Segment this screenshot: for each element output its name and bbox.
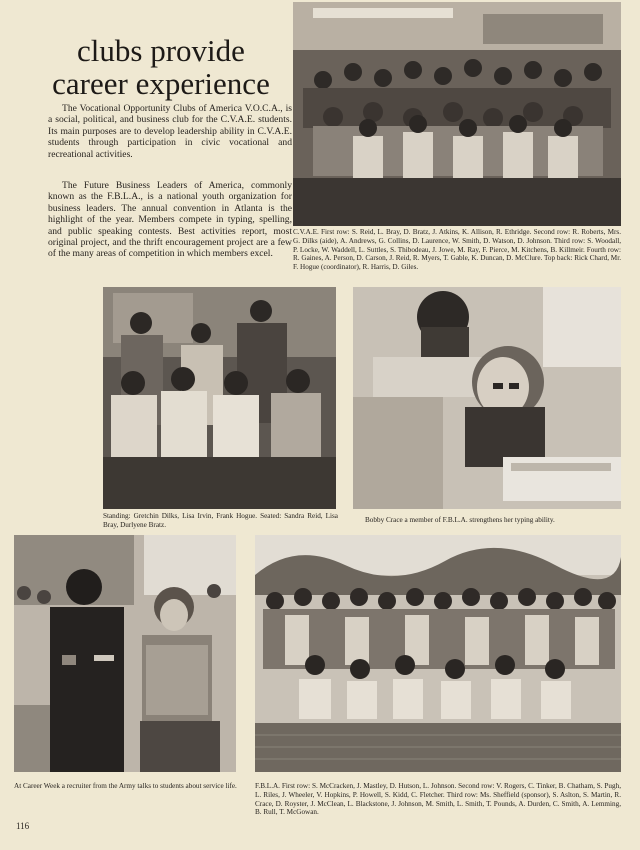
caption-army: At Career Week a recruiter from the Army talks to students about service life. (14, 782, 237, 790)
caption-typing: Bobby Crace a member of F.B.L.A. strengthens her typing ability. (365, 516, 555, 524)
caption-officers: Standing: Gretchin Dilks, Lisa Irvin, Frank Hogue. Seated: Sandra Reid, Lisa Bray, Durlyene Bratz. (103, 512, 338, 529)
photo-fbla-group (255, 535, 621, 772)
photo-army-recruiter (14, 535, 236, 772)
page-number: 116 (16, 821, 30, 831)
caption-cvae: C.V.A.E. First row: S. Reid, L. Bray, D. Bratz, J. Atkins, K. Allison, R. Ethridge. Second row: R. Roberts, Mrs. G. Dilks (aide), A. Andrews, G. Collins, D. Laurence, W. Smith, D. Watson, D. Johnson. Third row: S. Woodall, P. Locke, W. Waddell, L. Suttles, S. Thibodeau, J. Jowe, M. Ray, F. Pierce, M. Kitchens, B. Killmeir. Fourth row: R. Gaines, A. Person, D. Carson, J. Reid, R. Myers, T. Gable, K. Duncan, D. McClure. Top back: Rick Chard, Mr. F. Hogue (coordinator), R. Harris, D. Giles. (293, 228, 621, 272)
headline-line-1: clubs provide (77, 33, 245, 68)
photo-typing-student (353, 287, 621, 509)
caption-fbla: F.B.L.A. First row: S. McCracken, J. Mastley, D. Hutson, L. Johnson. Second row: V. Rogers, C. Tinker, B. Chatham, S. Pugh, L. Riles, J. Wheeler, V. Hopkins, P. Howell, S. Kidd, C. Fletcher. Third row: Ms. Sheffield (sponsor), S. Aslton, S. Martin, R. Crace, D. Royster, J. McClean, L. Blackstone, J. Johnson, M. Smith, L. Smith, T. Pounds, A. Durden, C. Smith, A. Lemming, B. Rull, T. McGowan. (255, 782, 621, 817)
headline (30, 34, 292, 100)
paragraph-voca: The Vocational Opportunity Clubs of America V.O.C.A., is a social, political, and business club for the C.V.A.E. students. Its main purposes are to develop leadership ability in C.V.A.E. students through participation in civic vocational and recreational activities. (48, 103, 292, 160)
headline-line-2: career experience (52, 66, 270, 101)
paragraph-fbla: The Future Business Leaders of America, commonly known as the F.B.L.A., is a national youth organization for business leaders. The annual convention in Atlanta is the highlight of the year. Members compete in typing, spelling, and public speaking contests. Best activities report, most original project, and the thrift encouragement project are a few of the many areas of competition in which members excel. (48, 180, 292, 260)
photo-cvae-group (293, 2, 621, 226)
photo-fbla-officers (103, 287, 336, 509)
